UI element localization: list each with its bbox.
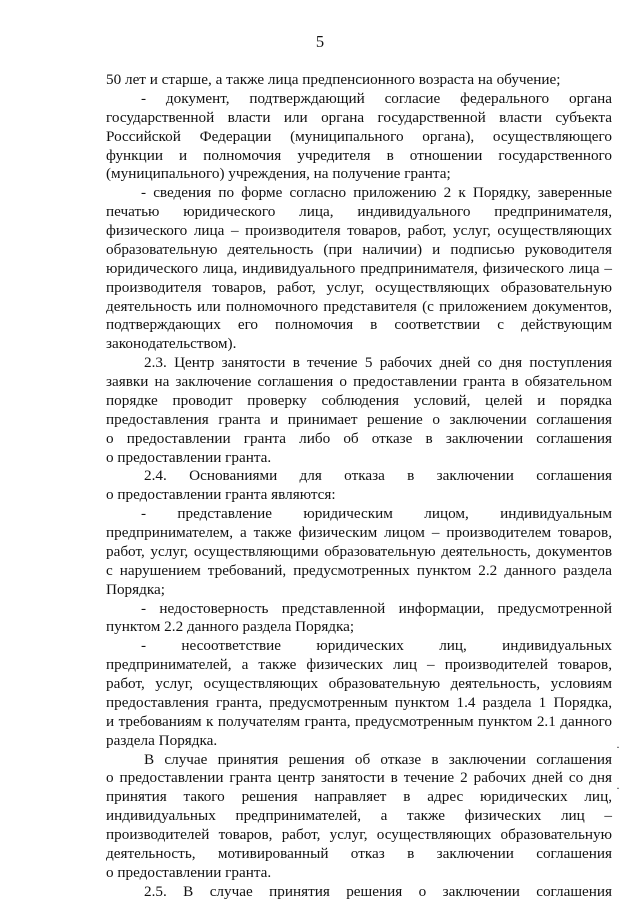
text-line: функции и полномочия учредителя в отношении государственного bbox=[106, 146, 612, 164]
text-line: предпринимателем, а также физическим лицом – производителем товаров, bbox=[106, 524, 612, 541]
text-line: В случае принятия решения об отказе в заключении соглашения bbox=[144, 750, 612, 768]
text-line: принятия такого решения направляет в адрес юридических лиц, bbox=[106, 788, 612, 806]
text-line: о предоставлении гранта. bbox=[106, 448, 272, 466]
text-line: о предоставлении гранта центр занятости в течение 2 рабочих дней со дня bbox=[106, 769, 612, 787]
text-line: о предоставлении гранта являются: bbox=[106, 486, 336, 504]
text-line: физического лица – производителя товаров, работ, услуг, осуществляющих bbox=[106, 222, 612, 239]
text-line: образовательную деятельность (при наличии) и подписью руководителя bbox=[106, 240, 612, 258]
text-line: порядке проводит проверку соблюдения условий, целей и порядка bbox=[106, 391, 612, 409]
text-line: юридического лица, индивидуального предпринимателя, физического лица – bbox=[106, 259, 612, 277]
text-line: производителя товаров, работ, услуг, осуществляющих образовательную bbox=[106, 278, 612, 296]
text-line: работ, услуг, осуществляющими образовательную деятельность, документов bbox=[106, 542, 612, 560]
text-line: печатью юридического лица, индивидуального предпринимателя, bbox=[106, 203, 612, 221]
text-line: Российской Федерации (муниципального органа), осуществляющего bbox=[106, 127, 612, 145]
text-line: - недостоверность представленной информации, предусмотренной bbox=[141, 599, 612, 617]
margin-mark: · bbox=[616, 781, 620, 795]
text-line: 2.5. В случае принятия решения о заключении соглашения bbox=[144, 882, 612, 900]
text-line: производителей товаров, работ, услуг, осуществляющих образовательную bbox=[106, 826, 612, 843]
text-line: - сведения по форме согласно приложению 2 к Порядку, заверенные bbox=[141, 184, 612, 202]
text-line: деятельность, мотивированный отказ в заключении соглашения bbox=[106, 844, 612, 862]
text-line: государственной власти или органа государственной власти субъекта bbox=[106, 108, 612, 126]
text-line: предпринимателей, а также физических лиц – производителей товаров, bbox=[106, 656, 612, 674]
page-number: 5 bbox=[315, 32, 325, 51]
text-line: (муниципального) учреждения, на получение гранта; bbox=[106, 165, 451, 183]
text-line: о предоставлении гранта. bbox=[106, 863, 272, 881]
text-line: - несоответствие юридических лиц, индивидуальных bbox=[141, 637, 612, 655]
text-line: о предоставлении гранта либо об отказе в заключении соглашения bbox=[106, 429, 612, 447]
text-line: работ, услуг, осуществляющих образовательную деятельность, условиям bbox=[106, 675, 612, 692]
text-line: - представление юридическим лицом, индивидуальным bbox=[141, 505, 612, 523]
text-line: с нарушением требований, предусмотренных пунктом 2.2 данного раздела bbox=[106, 561, 612, 579]
text-line: индивидуальных предпринимателей, а также физических лиц – bbox=[106, 807, 612, 825]
text-line: законодательством). bbox=[106, 335, 237, 353]
text-line: заявки на заключение соглашения о предоставлении гранта в обязательном bbox=[106, 373, 612, 390]
text-line: предоставления гранта, предусмотренным пунктом 1.4 раздела 1 Порядка, bbox=[106, 693, 612, 711]
text-line: 2.3. Центр занятости в течение 5 рабочих дней со дня поступления bbox=[144, 354, 612, 372]
document-body bbox=[106, 71, 612, 902]
text-line: 50 лет и старше, а также лица предпенсионного возраста на обучение; bbox=[106, 71, 561, 88]
text-line: 2.4. Основаниями для отказа в заключении соглашения bbox=[144, 467, 612, 485]
text-line: подтверждающих его полномочия в соответствии с действующим bbox=[106, 316, 612, 334]
text-line: - документ, подтверждающий согласие федерального органа bbox=[141, 89, 612, 107]
text-line: Порядка; bbox=[106, 580, 165, 598]
text-line: деятельность или полномочного представителя (с приложением документов, bbox=[106, 297, 612, 315]
margin-mark: · bbox=[616, 740, 620, 754]
text-line: предоставления гранта и принимает решение о заключении соглашения bbox=[106, 410, 612, 428]
text-line: пунктом 2.2 данного раздела Порядка; bbox=[106, 618, 355, 636]
text-line: раздела Порядка. bbox=[106, 731, 218, 749]
text-line: и требованиям к получателям гранта, предусмотренным пунктом 2.1 данного bbox=[106, 712, 612, 730]
